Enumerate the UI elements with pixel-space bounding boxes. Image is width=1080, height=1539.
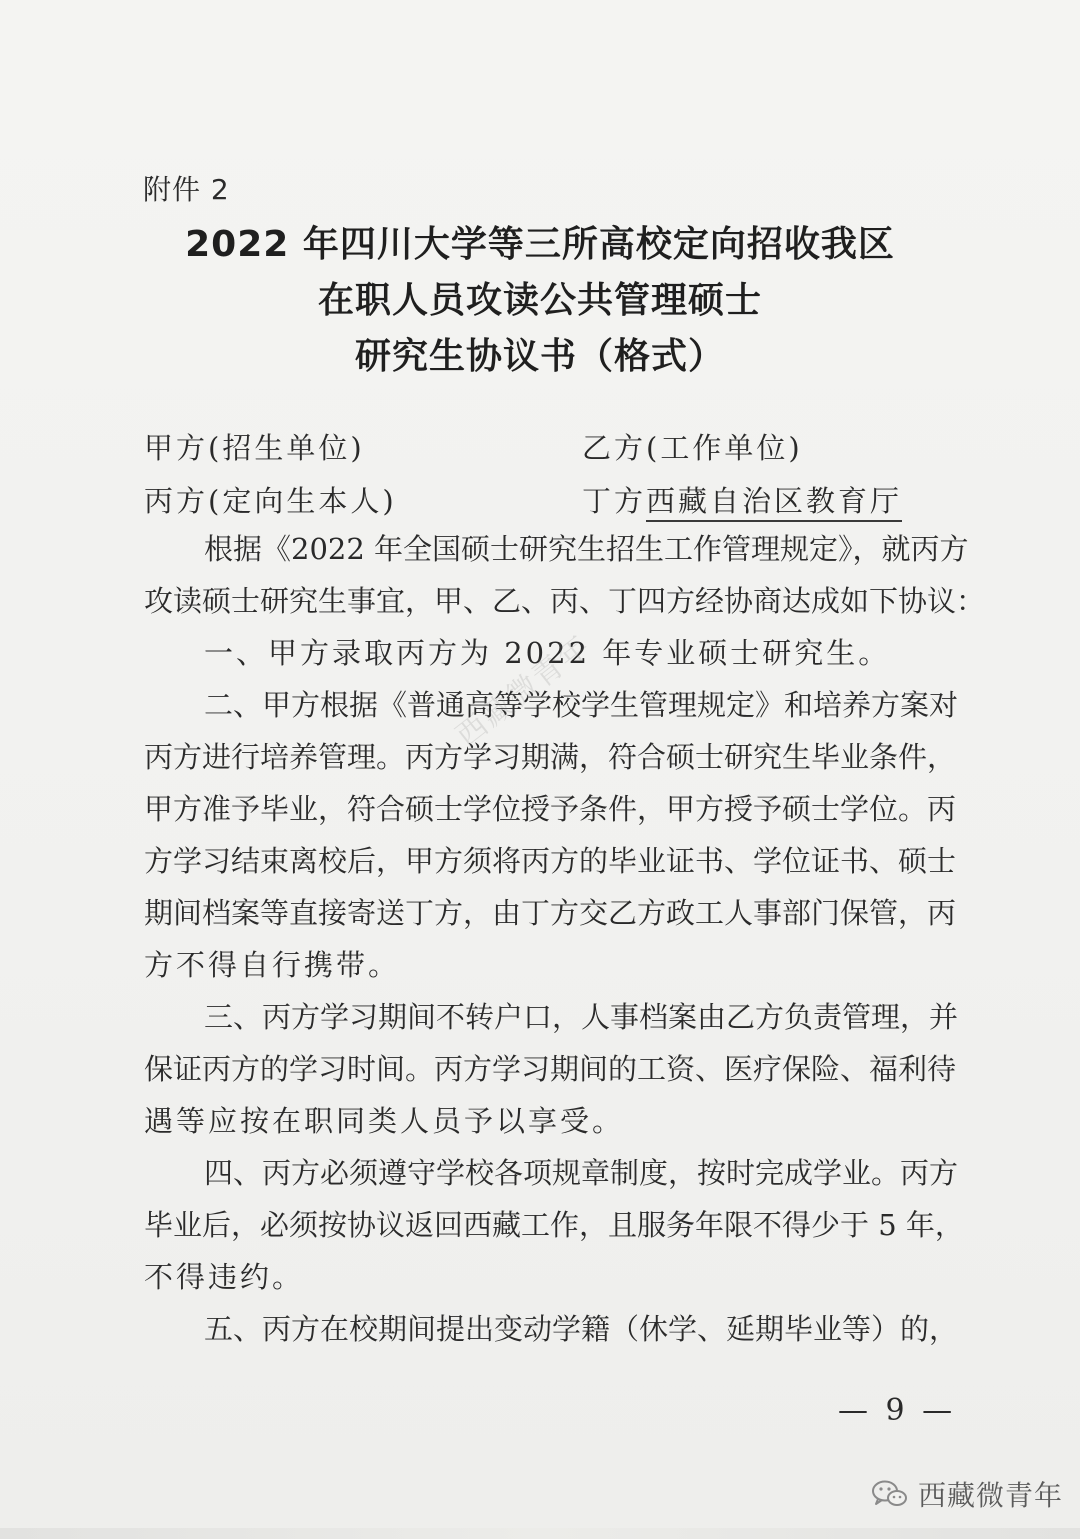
brand-watermark xyxy=(870,1474,1063,1514)
body-line: 四、丙方必须遵守学校各项规章制度，按时完成学业。丙方 xyxy=(204,1156,959,1190)
body-line: 根据《2022 年全国硕士研究生招生工作管理规定》，就丙方 xyxy=(204,532,969,566)
party-d-value: 西藏自治区教育厅 xyxy=(646,484,902,522)
body-line: 三、丙方学习期间不转户口，人事档案由乙方负责管理，并 xyxy=(204,1000,959,1034)
title-line-3: 研究生协议书（格式） xyxy=(354,336,725,377)
party-c: 丙方(定向生本人) xyxy=(144,484,397,518)
diagonal-watermark: 西藏微青年 xyxy=(449,627,598,754)
party-d xyxy=(582,479,902,520)
title-line-2: 在职人员攻读公共管理硕士 xyxy=(317,280,762,321)
brand-name: 西藏微青年 xyxy=(918,1479,1064,1512)
body-line: 期间档案等直接寄送丁方，由丁方交乙方政工人事部门保管，丙 xyxy=(144,896,957,930)
body-line: 方学习结束离校后，甲方须将丙方的毕业证书、学位证书、硕士 xyxy=(144,844,957,878)
body-line: 遇等应按在职同类人员予以享受。 xyxy=(144,1104,625,1138)
wechat-icon xyxy=(870,1478,910,1510)
body-line: 二、甲方根据《普通高等学校学生管理规定》和培养方案对 xyxy=(204,688,959,722)
title-line-1: 2022 年四川大学等三所高校定向招收我区 xyxy=(185,224,895,265)
attachment-label: 附件 2 xyxy=(143,173,230,206)
body-line: 攻读硕士研究生事宜，甲、乙、丙、丁四方经协商达成如下协议： xyxy=(144,584,986,618)
party-b: 乙方(工作单位) xyxy=(582,431,803,465)
body-line: 不得违约。 xyxy=(144,1260,305,1294)
body-line: 一、甲方录取丙方为 2022 年专业硕士研究生。 xyxy=(204,636,891,670)
page-number: — 9 — xyxy=(838,1393,957,1428)
body-line: 毕业后，必须按协议返回西藏工作，且服务年限不得少于 5 年， xyxy=(144,1208,964,1242)
body-line: 甲方准予毕业，符合硕士学位授予条件，甲方授予硕士学位。丙 xyxy=(144,792,957,826)
body-line: 五、丙方在校期间提出变动学籍（休学、延期毕业等）的， xyxy=(204,1312,959,1346)
scan-edge xyxy=(0,1528,1080,1539)
body-line: 丙方进行培养管理。丙方学习期满，符合硕士研究生毕业条件， xyxy=(144,740,957,774)
body-line: 方不得自行携带。 xyxy=(144,948,401,982)
party-a: 甲方(招生单位) xyxy=(144,431,365,465)
party-d-label: 丁方 xyxy=(582,484,647,518)
body-line: 保证丙方的学习时间。丙方学习期间的工资、医疗保险、福利待 xyxy=(144,1052,957,1086)
